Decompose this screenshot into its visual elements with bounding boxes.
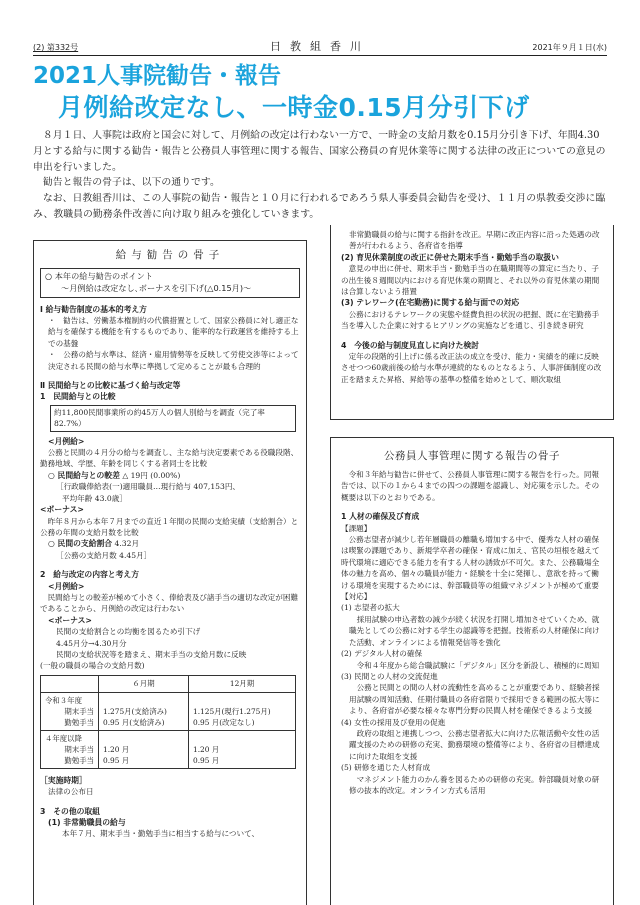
- response-item: [341, 717, 605, 763]
- table-cell-december: [189, 730, 296, 768]
- lead-text: [33, 128, 609, 223]
- private-ratio-value: 4.32月: [114, 539, 140, 549]
- response-heading: (4) 女性の採用及び登用の促進: [341, 717, 446, 727]
- label-monthly: <月例給>: [48, 436, 85, 446]
- bonus-months-table: [40, 675, 296, 769]
- effective-label: ［実施時期］: [40, 775, 87, 785]
- issue-label: 【課題】: [341, 523, 372, 533]
- gap-detail: ［行政職俸給表(一)適用職員…現行給与 407,153円、: [56, 482, 241, 492]
- paragraph: 定年の段階的引上げに係る改正法の成立を受け、能力・実績を的確に反映させつつ60歳前後の給与水準が連続的なものとなるよう、人事評価制度の改正を踏まえた昇格、昇給等の基準の整備を始めとして、順次取組: [341, 352, 602, 384]
- paragraph: 昨年８月から本年７月までの直近１年間の民間の支給実績（支給割合）と公務の年間の支給月数を比較: [40, 516, 299, 537]
- cell-value: 1.20 月: [193, 744, 220, 754]
- cell-value: 1.275月(支給済み): [103, 706, 167, 716]
- paragraph: 令和３年給与勧告に併せて、公務員人事管理に関する報告を行った。同報告では、以下の１から４までの四つの課題を認識し、対応策を示した。その概要は以下のとおりである。: [341, 470, 600, 502]
- subsection-heading: (3) テレワーク(在宅勤務)に関する給与面での対応: [341, 298, 520, 308]
- table-cell-june: [99, 730, 189, 768]
- gap-label: ○ 民間給与との較差: [48, 470, 120, 480]
- paragraph: 非常勤職員の給与に関する指針を改正。早期に改正内容に沿った処遇の改善が行われるよう、各府省を指導: [349, 230, 600, 251]
- table-cell-december: [189, 692, 296, 730]
- bullet-text: ・ 公務の給与水準は、経済・雇用情勢等を反映して労使交渉等によって決定される民間の給与水準に準拠して定めることが最も合理的: [48, 350, 299, 371]
- response-text: 採用試験の申込者数の減少が続く状況を打開し増加させていくため、就職先としての公務に対する学生の認識等を把握。技術系の人材確保に向けた活動、オンラインによる情報発信等を強化: [349, 614, 600, 647]
- section-heading: 3 その他の取組: [40, 806, 101, 816]
- label-bonus: <ボーナス>: [40, 505, 84, 515]
- private-ratio-label: ○ 民間の支給割合: [48, 539, 113, 549]
- salary-box-body: [34, 304, 306, 672]
- section-heading: Ⅰ 給与勧告制度の基本的考え方: [40, 304, 147, 314]
- table-header: [41, 675, 99, 692]
- table-caption: (一般の職員の場合の支給月数): [40, 661, 145, 671]
- response-item: [341, 602, 605, 648]
- row-item: 期末手当: [64, 744, 94, 754]
- section-heading: Ⅱ 民間給与との比較に基づく給与改定等: [40, 381, 181, 391]
- table-header-row: [41, 675, 296, 692]
- cell-value: 0.95 月(支給済み): [103, 717, 165, 727]
- cell-value: 0.95 月: [193, 755, 220, 765]
- table-row-head: [41, 692, 99, 730]
- paragraph: 公務と民間の４月分の給与を調査し、主な給与決定要素である役職段階、勤務地域、学歴、年齢を同じくする者同士を比較: [40, 448, 299, 469]
- row-year: ４年度以降: [45, 733, 82, 743]
- issue-date: 2021年９月１日(水): [532, 43, 607, 52]
- survey-summary-box: 約11,800民間事業所の約45万人の個人別給与を調査（完了率82.7%）: [50, 405, 296, 432]
- hr-box-body: [331, 469, 613, 796]
- row-item: 期末手当: [64, 706, 94, 716]
- response-item: [341, 762, 605, 796]
- label-monthly: <月例給>: [48, 581, 85, 591]
- table-row-head: [41, 730, 99, 768]
- paragraph: 民間の支給割合との均衡を図るため引下げ: [56, 627, 201, 637]
- paragraph: 民間の支給状況等を踏まえ、期末手当の支給月数に反映: [56, 649, 247, 659]
- row-item: 勤勉手当: [64, 717, 94, 727]
- subsection-heading: 2 給与改定の内容と考え方: [40, 570, 139, 580]
- response-text: 令和４年度から総合職試験に「デジタル」区分を新設し、積極的に周知: [356, 660, 600, 670]
- paragraph: 本年７月、期末手当・勤勉手当に相当する給与について、: [62, 829, 260, 839]
- table-row: [41, 730, 296, 768]
- subsection-heading: 1 民間給与との比較: [40, 392, 116, 402]
- row-year: 令和３年度: [45, 695, 82, 705]
- salary-recommendation-box-continued: [330, 225, 614, 420]
- response-text: 公務と民間との間の人材の流動性を高めることが重要であり、経験者採用試験の周知活動、任期付職員の各府省限りで採用できる範囲の拡大等により、各府省が必要な様々な専門分野の民間人材を確保できるよう支援: [349, 683, 600, 716]
- subsection-heading: (2) 育児休業制度の改正に併せた期末手当・勤勉手当の取扱い: [341, 252, 559, 262]
- box-title: 公務員人事管理に関する報告の骨子: [384, 450, 560, 462]
- key-point-heading: ○ 本年の給与勧告のポイント: [45, 271, 153, 281]
- salary-box-body-end: [34, 775, 306, 840]
- cell-value: 1.125月(現行1.275月): [193, 706, 271, 716]
- response-heading: (3) 民間との人材の交流促進: [341, 671, 438, 681]
- effective-text: 法律の公布日: [48, 787, 94, 797]
- section-heading: 4 今後の給与制度見直しに向けた検討: [341, 340, 479, 350]
- table-cell-june: [99, 692, 189, 730]
- key-point-summary: ～月例給は改定なし､ボーナスを引下げ(△0.15月)～: [61, 282, 252, 293]
- bullet-text: ・ 勧告は、労働基本権制約の代償措置として、国家公務員に対し適正な給与を確保する機能を有するものであり、能率的な行政運営を維持する上での基盤: [48, 316, 299, 348]
- lead-paragraph: 勧告と報告の骨子は、以下の通りです。: [42, 177, 220, 189]
- paragraph: 4.45月分→4.30月分: [56, 638, 127, 648]
- section-heading: 1 人材の確保及び育成: [341, 512, 420, 522]
- table-row: [41, 692, 296, 730]
- salary-recommendation-box: [33, 240, 307, 905]
- gap-detail: 平均年齢 43.0歳］: [62, 493, 127, 503]
- box-title: 給与勧告の骨子: [115, 249, 225, 261]
- gap-value: △ 19円 (0.00%): [122, 470, 181, 480]
- table-header: ６月期: [99, 675, 189, 692]
- response-item: [341, 648, 605, 671]
- paragraph: 公務におけるテレワークの実態や経費負担の状況の把握、既に在宅勤務手当を導入した企業に対するヒアリングの実施などを通じ、引き続き研究: [341, 309, 600, 331]
- response-heading: (5) 研修を通じた人材育成: [341, 763, 431, 773]
- headline-main: 2021人事院勧告・報告: [33, 63, 282, 89]
- response-text: マネジメント能力のかん養を図るための研修の充実。幹部職員対象の研修の抜本的改定。オンライン方式も活用: [349, 774, 600, 795]
- response-heading: (1) 志望者の拡大: [341, 603, 400, 613]
- key-point-box: [40, 268, 300, 298]
- subsection-heading: (1) 非常勤職員の給与: [48, 818, 126, 827]
- cell-value: 0.95 月: [103, 755, 130, 765]
- cell-value: 0.95 月(改定なし): [193, 717, 255, 727]
- response-heading: (2) デジタル人材の確保: [341, 649, 423, 659]
- continued-body: [331, 225, 613, 385]
- response-label: 【対応】: [341, 592, 372, 602]
- masthead: [33, 42, 607, 56]
- cell-value: 1.20 月: [103, 744, 130, 754]
- hr-management-report-box: [330, 437, 614, 905]
- row-item: 勤勉手当: [64, 755, 94, 765]
- public-months: ［公務の支給月数 4.45月］: [56, 550, 152, 560]
- paragraph: 公務志望者が減少し若年層職員の離職も増加する中で、優秀な人材の確保は喫緊の課題であり、新規学卒者の確保・育成に加え、官民の垣根を越えて時代環境に適応できる能力を有する人材の誘致が不可欠。また、公務職場全体の魅力を高め、個々の職員が能力・経験を十全に発揮し、意欲を持って働ける環境を実現するためには、幹部職員等の組織マネジメントが極めて重要: [341, 535, 600, 590]
- lead-paragraph: なお、日教組香川は、この人事院の勧告・報告と１０月に行われるであろう県人事委員会勧告を受け、１１月の県教委交渉に臨み、教職員の勤務条件改善に向け取り組みを強化していきます。: [33, 193, 606, 220]
- paragraph: 民間給与との較差が極めて小さく、俸給表及び諸手当の適切な改定が困難であることから、月例給の改定は行わない: [40, 592, 299, 614]
- label-bonus: <ボーナス>: [48, 615, 92, 625]
- newspaper-name: 日教組香川: [270, 40, 370, 53]
- paragraph: 意見の申出に併せ、期末手当・勤勉手当の在職期間等の算定に当たり、子の出生後８週間以内における育児休業の期間と、それ以外の育児休業の期間は合算しないよう措置: [341, 264, 600, 297]
- response-text: 政府の取組と連携しつつ、公務志望者拡大に向けた広報活動や女性の活躍支援のための研修の充実、勤務環境の整備等により、各府省の目標達成に向けた取組を支援: [349, 728, 600, 761]
- headline-sub: 月例給改定なし、一時金0.15月分引下げ: [58, 93, 530, 122]
- table-header: 12月期: [189, 675, 296, 692]
- issue-number: (2) 第332号: [33, 43, 79, 52]
- lead-paragraph: ８月１日、人事院は政府と国会に対して、月例給の改定は行わない一方で、一時金の支給月数を0.15月分引き下げ、年間4.30月とする給与に関する勧告・報告と公務員人事管理に関する報告、国家公務員の育児休業等に関する法律の改正についての意見の申出を行いました。: [33, 130, 606, 173]
- response-item: [341, 671, 605, 717]
